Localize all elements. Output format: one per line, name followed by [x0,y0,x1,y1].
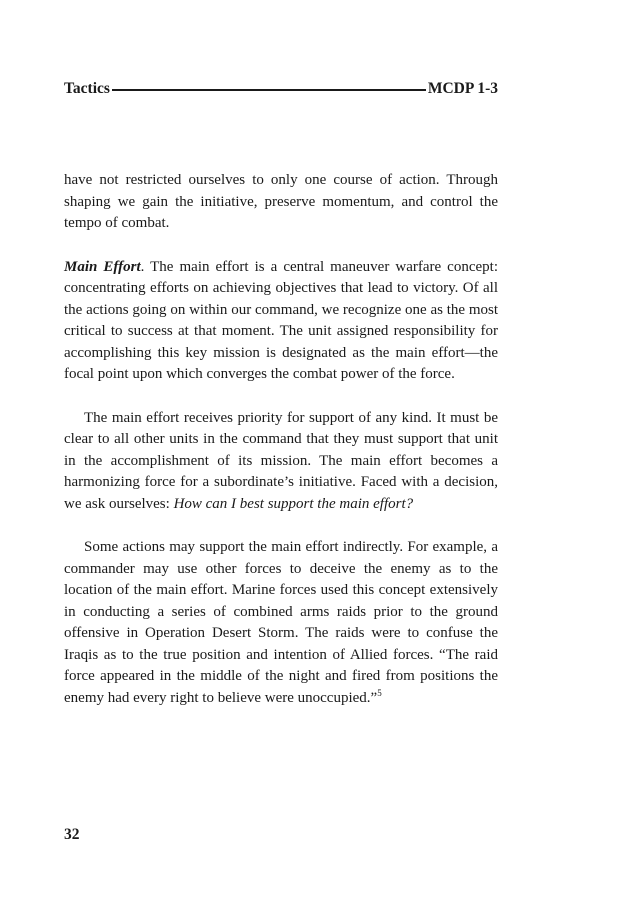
paragraph-3-text: The main effort receives priority for support of any kind. It must be clear to all other units in the command that they must support that unit in the accomplishment of its mission. The main effort becomes a harmonizing force for a subordinate’s initiative. Faced with a decision, we ask ourselves: [64,409,498,512]
paragraph-4-text: Some actions may support the main effort indirectly. For example, a commander may use other forces to deceive the enemy as to the location of the main effort. Marine forces used this concept extensively in conducting a series of combined arms raids prior to the ground offensive in Operation Desert Storm. The raids were to confuse the Iraqis as to the true position and intention of Allied forces. “The raid force appeared in the middle of the night and fired from positions the enemy had every right to believe were unoccupied.” [64,539,498,706]
footnote-marker[interactable]: 5 [377,687,382,698]
paragraph-4 [64,537,498,709]
page-number: 32 [64,826,80,843]
paragraph-main-effort [64,257,498,386]
running-header [64,78,498,100]
header-publication: MCDP 1-3 [427,80,498,97]
header-title: Tactics [64,80,110,97]
paragraph-3-question: How can I best support the main effort? [173,495,414,512]
body-text [64,170,498,731]
header-rule [112,89,426,91]
paragraph-3 [64,408,498,516]
paragraph-1: have not restricted ourselves to only one course of action. Through shaping we gain the initiative, preserve momentum, and control the tempo of combat. [64,172,498,231]
term-main-effort: Main Effort [64,258,141,275]
paragraph-main-effort-text: . The main effort is a central maneuver warfare concept: concentrating efforts on achieving objectives that lead to victory. Of all the actions going on within our command, we recognize one as the most critical to success at that moment. The unit assigned responsibility for accomplishing this key mission is designated as the main effort—the focal point upon which converges the combat power of the force. [64,258,498,382]
